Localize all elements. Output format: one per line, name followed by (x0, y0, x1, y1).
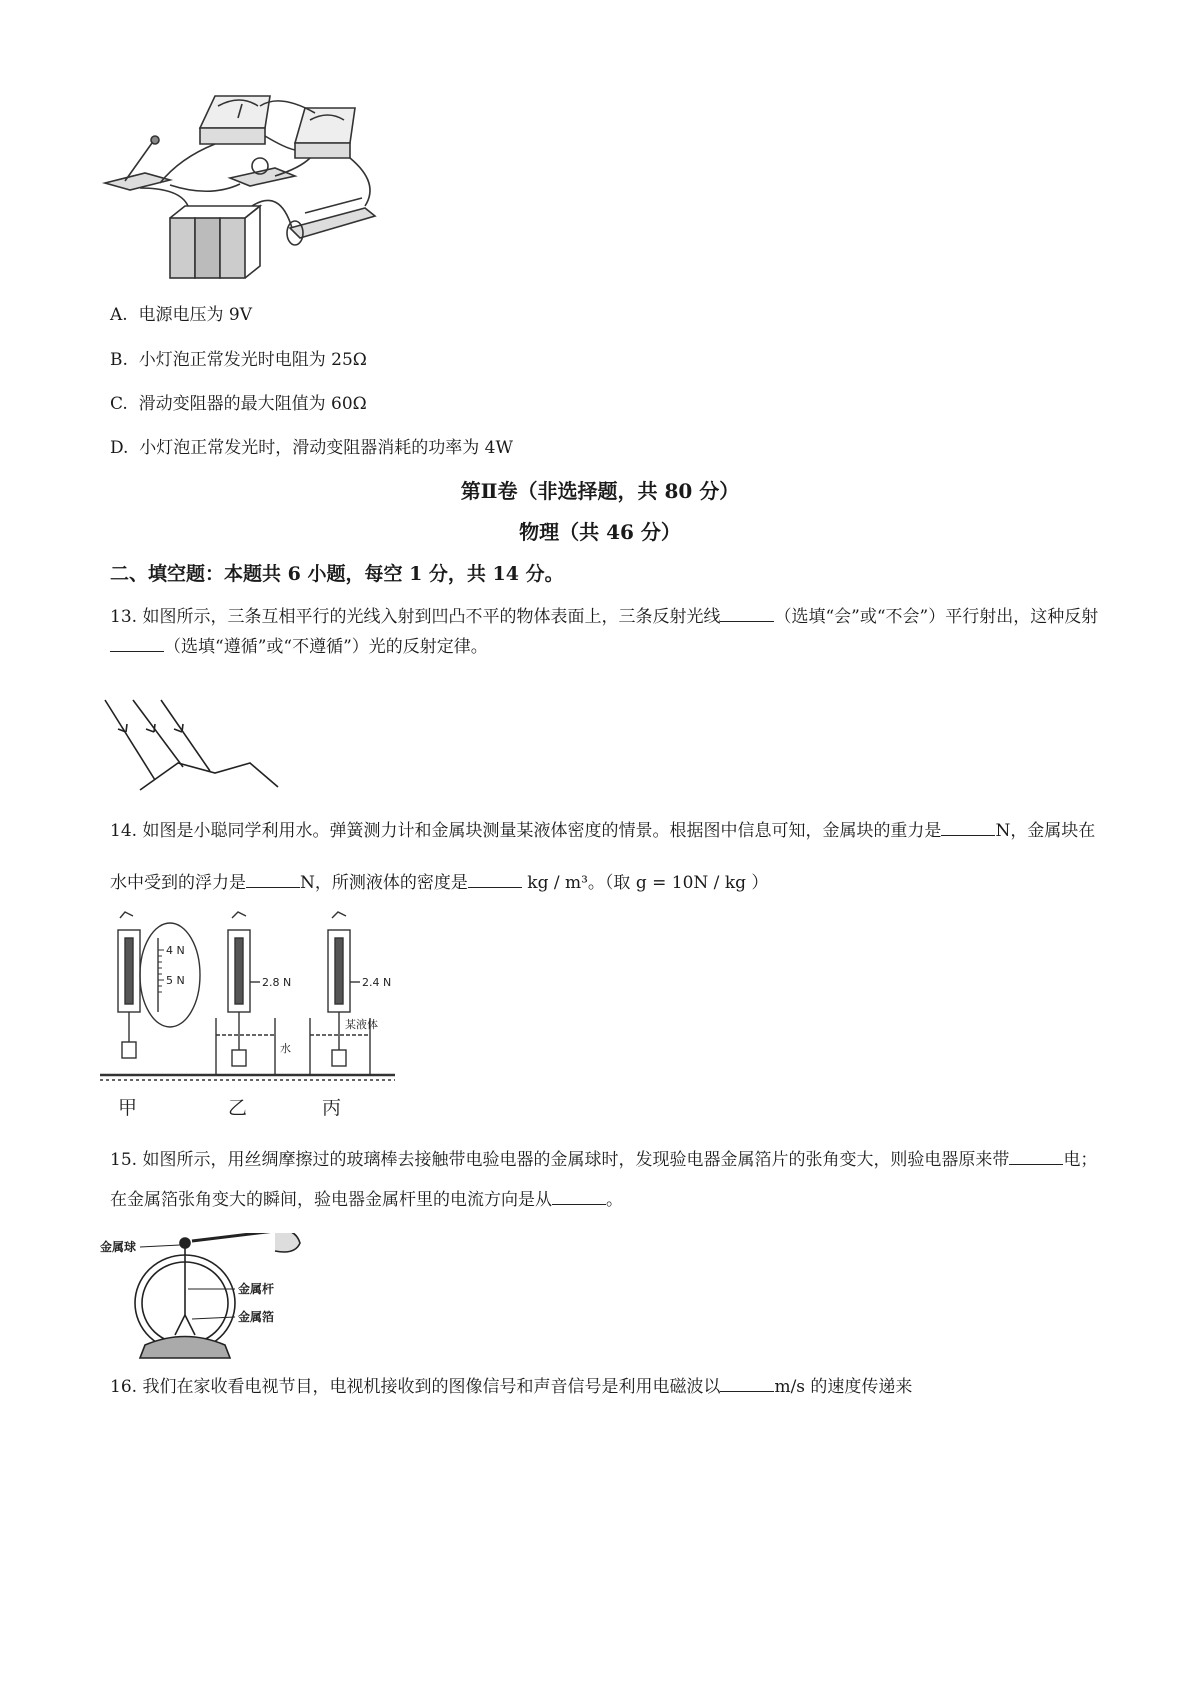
circuit-figure (100, 88, 390, 288)
section2-title: 二、填空题：本题共 6 小题，每空 1 分，共 14 分。 (110, 563, 564, 585)
answer-blank[interactable] (110, 634, 164, 652)
reading-yi: 2.8 N (262, 976, 292, 989)
spring-scale-figure (100, 910, 400, 1122)
question-15: 15. 如图所示，用丝绸摩擦过的玻璃棒去接触带电验电器的金属球时，发现验电器金属箔片的张角变大，则验电器原来带 电；在金属箔张角变大的瞬间，验电器金属杆里的电流方向是从 。 (110, 1140, 1100, 1220)
option-b: B. 小灯泡正常发光时电阻为 25Ω (110, 350, 367, 370)
label-yi: 乙 (228, 1097, 248, 1119)
answer-blank[interactable] (552, 1187, 606, 1205)
question-13: 13. 如图所示，三条互相平行的光线入射到凹凸不平的物体表面上，三条反射光线 （选填“会”或“不会”）平行射出，这种反射（选填“遵循”或“不遵循”）光的反射定律。 (110, 602, 1100, 662)
question-16: 16. 我们在家收看电视节目，电视机接收到的图像信号和声音信号是利用电磁波以 m/s 的速度传递来 (110, 1372, 1100, 1402)
option-c: C. 滑动变阻器的最大阻值为 60Ω (110, 394, 367, 414)
liquid-label: 某液体 (345, 1018, 378, 1031)
answer-blank[interactable] (246, 870, 300, 888)
option-a: A. 电源电压为 9V (110, 305, 252, 325)
label-bing: 丙 (322, 1097, 342, 1119)
option-d: D. 小灯泡正常发光时，滑动变阻器消耗的功率为 4W (110, 438, 513, 458)
answer-blank[interactable] (468, 870, 522, 888)
water-label: 水 (280, 1042, 291, 1055)
scale-label-5n: 5 N (166, 974, 185, 987)
reading-bing: 2.4 N (362, 976, 392, 989)
part2-title: 第Ⅱ卷（非选择题，共 80 分） (460, 479, 740, 503)
answer-blank[interactable] (720, 604, 774, 622)
answer-blank[interactable] (720, 1374, 774, 1392)
label-rod: 金属杆 (238, 1282, 275, 1296)
label-ball: 金属球 (100, 1240, 137, 1254)
question-14: 14. 如图是小聪同学利用水。弹簧测力计和金属块测量某液体密度的情景。根据图中信息可知，金属块的重力是 N，金属块在水中受到的浮力是 N，所测液体的密度是 kg / m³。（取 g = 10N / kg ） (110, 805, 1100, 909)
electroscope-figure (100, 1233, 320, 1363)
answer-blank[interactable] (941, 818, 995, 836)
physics-title: 物理（共 46 分） (519, 520, 681, 544)
reflection-figure (100, 695, 290, 795)
scale-label-4n: 4 N (166, 944, 185, 957)
label-foil: 金属箔 (238, 1310, 275, 1324)
label-jia: 甲 (118, 1097, 138, 1119)
answer-blank[interactable] (1009, 1147, 1063, 1165)
